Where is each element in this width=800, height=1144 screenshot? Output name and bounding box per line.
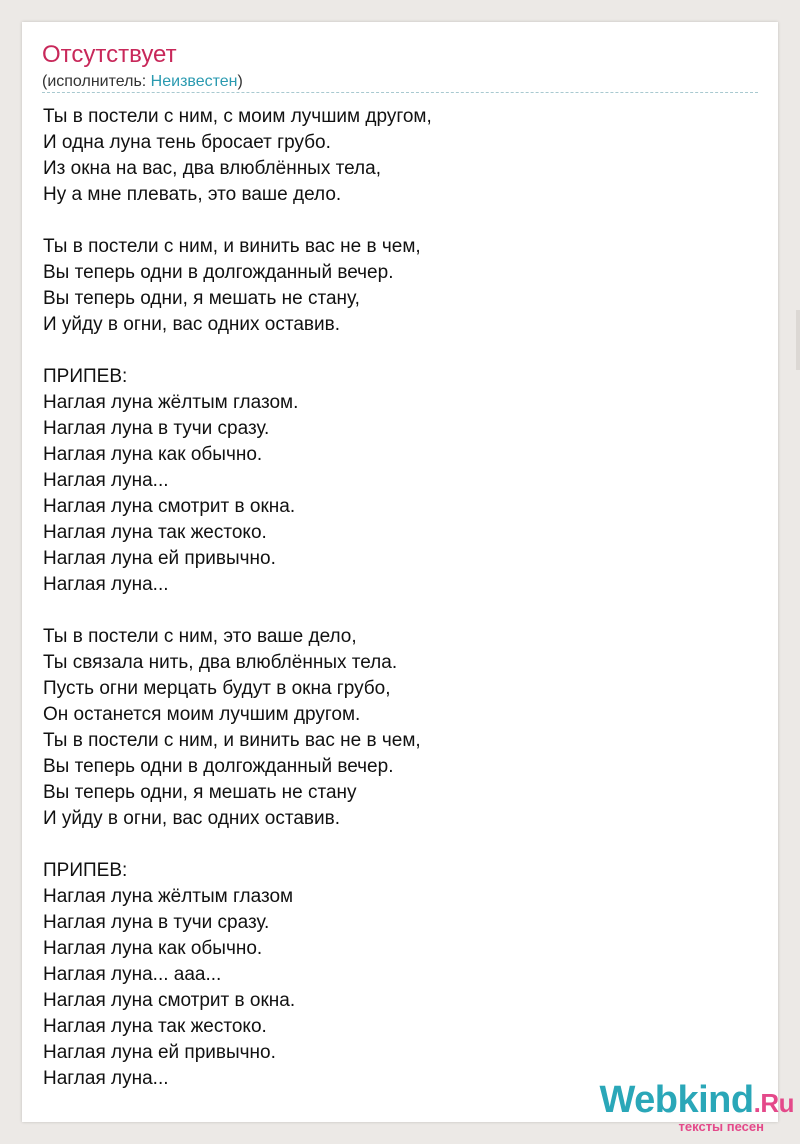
lyric-line: Наглая луна...	[43, 1068, 169, 1089]
lyric-line: Наглая луна так жестоко.	[43, 522, 267, 543]
lyric-line: Ну а мне плевать, это ваше дело.	[43, 184, 342, 205]
lyric-line: Наглая луна...	[43, 574, 169, 595]
lyric-line: Из окна на вас, два влюблённых тела,	[43, 158, 381, 179]
lyric-line: Наглая луна так жестоко.	[43, 1016, 267, 1037]
lyric-line: Ты в постели с ним, это ваше дело,	[43, 626, 357, 647]
lyric-line: И уйду в огни, вас одних оставив.	[43, 314, 340, 335]
lyric-line: И одна луна тень бросает грубо.	[43, 132, 331, 153]
lyric-line: Ты в постели с ним, с моим лучшим другом,	[43, 106, 432, 127]
song-title: Отсутствует	[42, 41, 177, 68]
logo-brand: Webkind	[599, 1079, 754, 1121]
stanza-break	[43, 598, 743, 624]
stanza-break	[43, 338, 743, 364]
lyric-line: Наглая луна ей привычно.	[43, 1042, 276, 1063]
lyric-line: Ты в постели с ним, и винить вас не в чем,	[43, 730, 421, 751]
lyric-line: Наглая луна...	[43, 470, 169, 491]
lyric-line: Наглая луна смотрит в окна.	[43, 990, 296, 1011]
lyric-line: Наглая луна смотрит в окна.	[43, 496, 296, 517]
lyric-line: Наглая луна как обычно.	[43, 444, 263, 465]
lyric-line: Наглая луна ей привычно.	[43, 548, 276, 569]
lyric-line: Вы теперь одни, я мешать не стану,	[43, 288, 360, 309]
lyric-line: Наглая луна жёлтым глазом.	[43, 392, 299, 413]
logo-suffix: .Ru	[753, 1088, 794, 1118]
lyric-line: Ты в постели с ним, и винить вас не в чем,	[43, 236, 421, 257]
lyric-line: Наглая луна в тучи сразу.	[43, 418, 270, 439]
stanza-break	[43, 832, 743, 858]
title-divider	[42, 92, 758, 93]
song-performer: (исполнитель: Неизвестен)	[42, 73, 243, 90]
lyric-line: ПРИПЕВ:	[43, 366, 128, 387]
lyric-line: Наглая луна... ааа...	[43, 964, 222, 985]
lyric-line: Он останется моим лучшим другом.	[43, 704, 361, 725]
logo-tagline: тексты песен	[678, 1119, 764, 1134]
lyric-line: Наглая луна в тучи сразу.	[43, 912, 270, 933]
lyric-line: Ты связала нить, два влюблённых тела.	[43, 652, 398, 673]
stanza-break	[43, 208, 743, 234]
logo-wordmark	[599, 1078, 794, 1125]
lyric-line: Наглая луна жёлтым глазом	[43, 886, 294, 907]
lyrics-text	[43, 104, 743, 1092]
lyric-line: Вы теперь одни, я мешать не стану	[43, 782, 357, 803]
performer-link[interactable]: Неизвестен	[150, 73, 238, 90]
lyric-line: ПРИПЕВ:	[43, 860, 128, 881]
lyrics-card	[22, 22, 778, 1122]
site-logo[interactable]	[584, 1078, 794, 1138]
lyric-line: Пусть огни мерцать будут в окна грубо,	[43, 678, 391, 699]
performer-label: исполнитель:	[47, 73, 147, 90]
scrollbar-track[interactable]	[796, 310, 800, 370]
lyric-line: И уйду в огни, вас одних оставив.	[43, 808, 340, 829]
lyric-line: Вы теперь одни в долгожданный вечер.	[43, 756, 394, 777]
lyric-line: Вы теперь одни в долгожданный вечер.	[43, 262, 394, 283]
lyric-line: Наглая луна как обычно.	[43, 938, 263, 959]
